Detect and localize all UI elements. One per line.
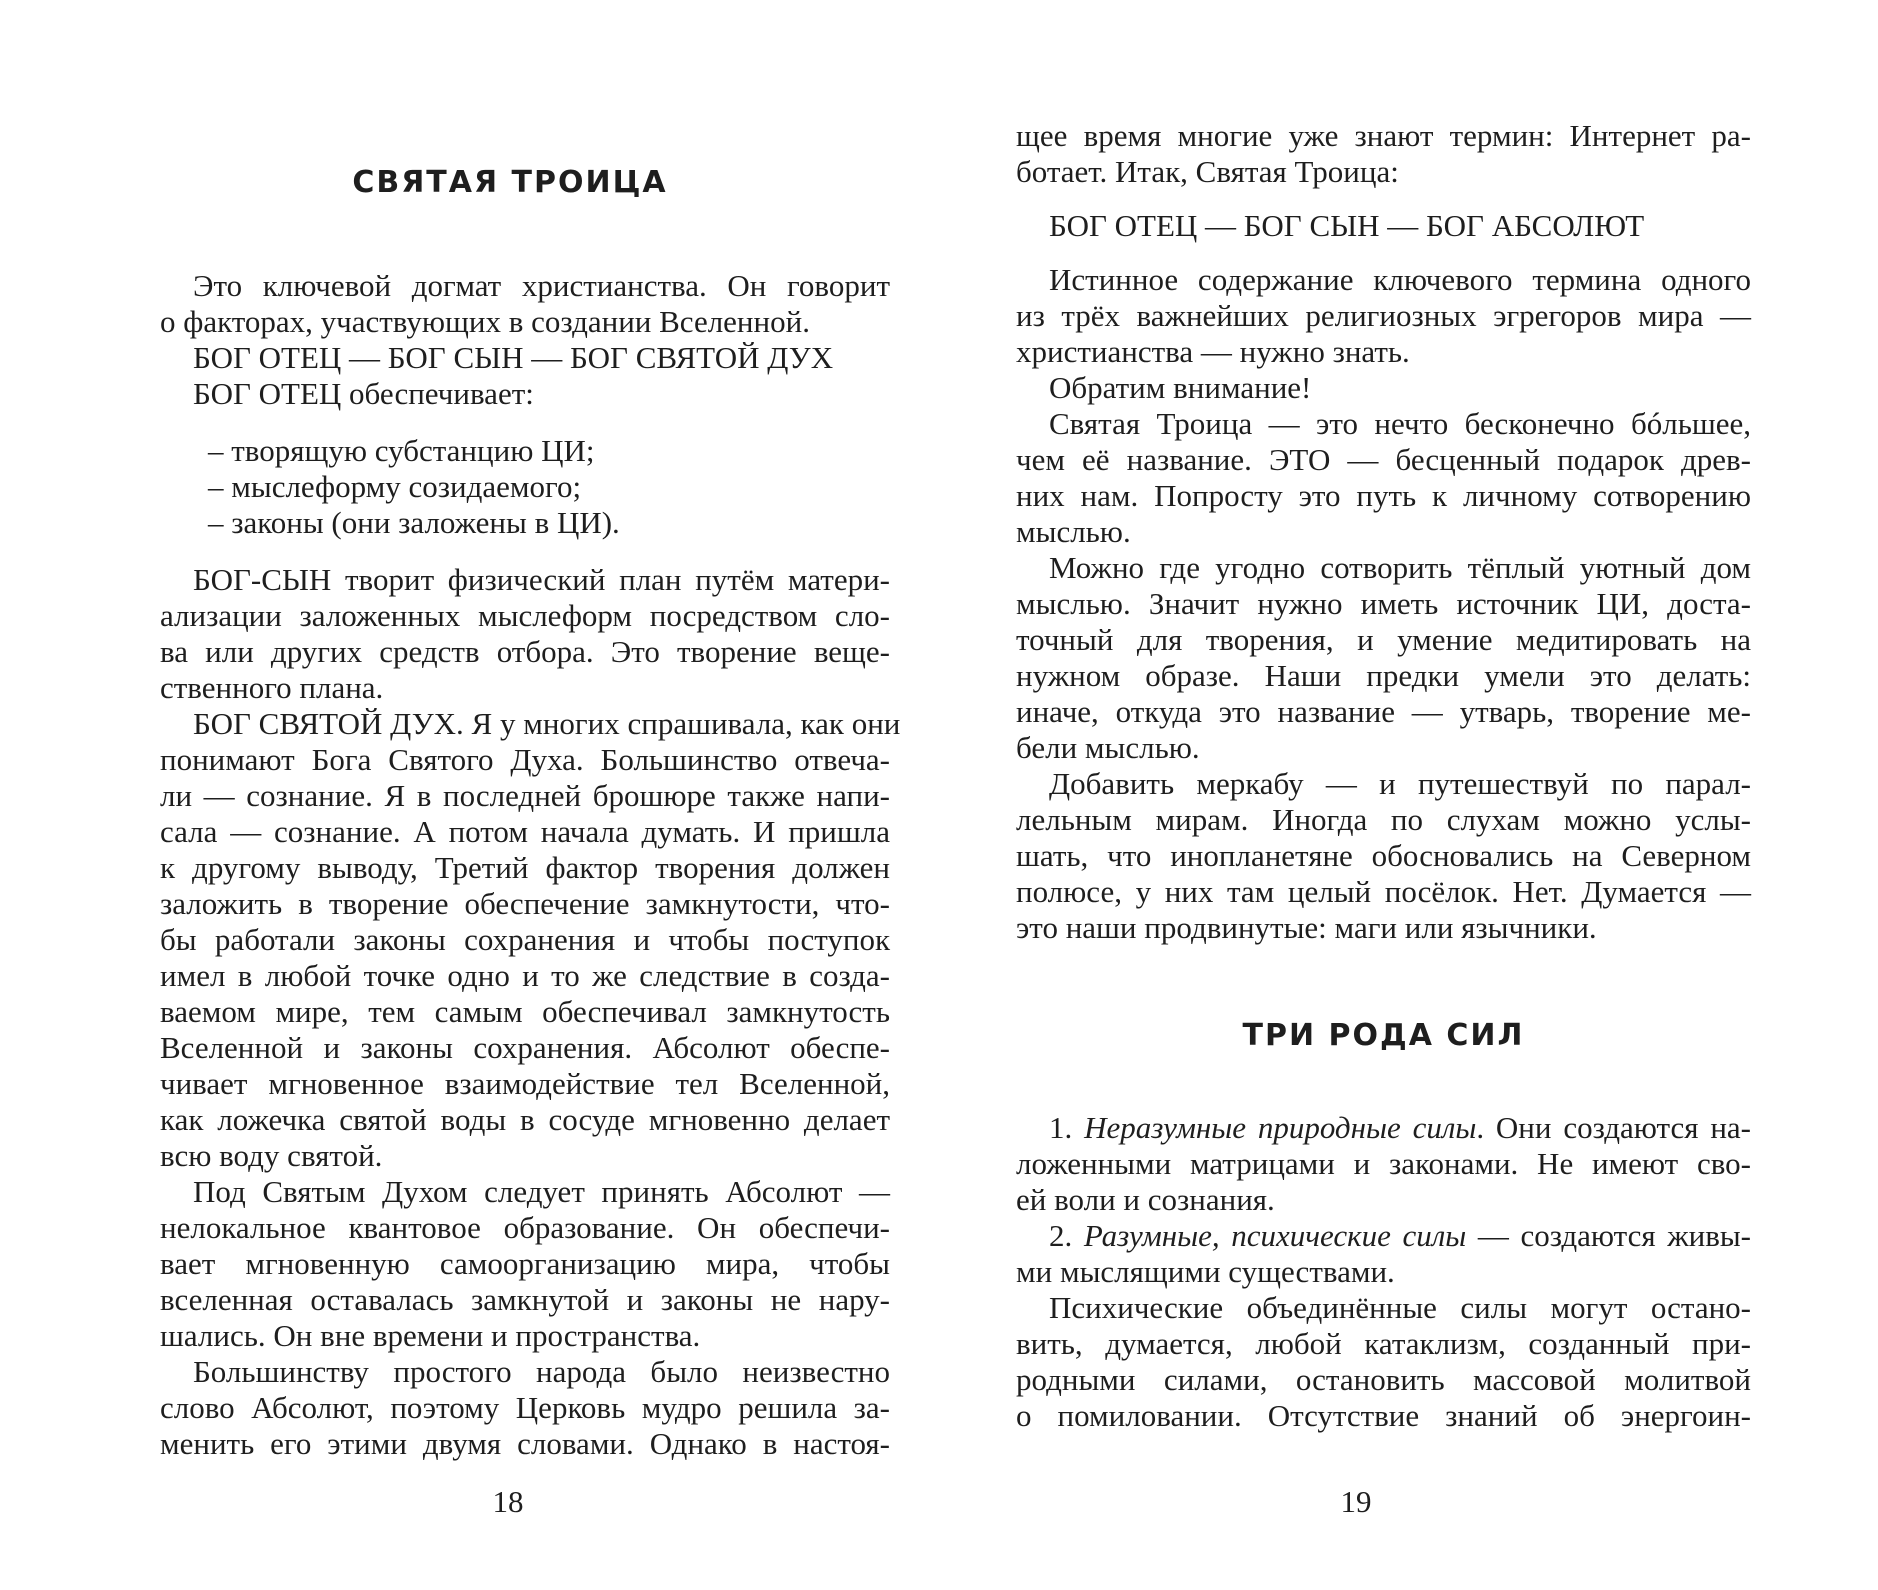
text-line: Вселенной и законы сохранения. Абсолют обеспе- [160, 1030, 890, 1065]
left-page-body [160, 268, 901, 1462]
paragraph [1016, 118, 1751, 190]
text-line: БОГ ОТЕЦ обеспечивает: [193, 376, 534, 411]
text-line: БОГ СВЯТОЙ ДУХ. Я у многих спрашивала, как они [193, 706, 901, 741]
text-line: нелокальное квантовое образование. Он обеспечи- [160, 1210, 890, 1245]
text-line: Большинству простого народа было неизвестно [193, 1354, 890, 1389]
text-line: Под Святым Духом следует принять Абсолют — [193, 1174, 890, 1209]
text-line: Можно где угодно сотворить тёплый уютный дом [1049, 550, 1751, 585]
text-line: Святая Троица — это нечто бесконечно бóльшее, [1049, 406, 1751, 441]
text-line: Добавить меркабу — и путешествуй по парал- [1049, 766, 1751, 801]
paragraph [160, 268, 890, 412]
text-line: ботает. Итак, Святая Троица: [1016, 154, 1399, 189]
text-line: БОГ ОТЕЦ — БОГ СЫН — БОГ АБСОЛЮТ [1049, 208, 1645, 243]
text-line: лельным мирам. Иногда по слухам можно услы- [1016, 802, 1751, 837]
numbered-item-1 [1016, 1110, 1751, 1218]
text-line: мыслью. Значит нужно иметь источник ЦИ, доста- [1016, 586, 1751, 621]
text-line: БОГ-СЫН творит физический план путём матери- [193, 562, 890, 597]
text-line: слово Абсолют, поэтому Церковь мудро решила за- [160, 1390, 890, 1425]
text-line: нужном образе. Наши предки умели это делать: [1016, 658, 1751, 693]
right-page [939, 0, 1878, 1590]
text-line: шались. Он вне времени и пространства. [160, 1318, 701, 1353]
text-line: чем её название. ЭТО — бесценный подарок древ- [1016, 442, 1751, 477]
text-line: чивает мгновенное взаимодействие тел Вселенной, [160, 1066, 890, 1101]
text-line: них нам. Попросту это путь к личному сотворению [1016, 478, 1751, 513]
text-line: ей воли и сознания. [1016, 1182, 1275, 1217]
item-text: . Они создаются на- [1476, 1110, 1751, 1145]
text-line: Психические объединённые силы могут остано- [1049, 1290, 1751, 1325]
section-heading-holy-trinity: СВЯТАЯ ТРОИЦА [352, 165, 668, 200]
text-line: ли — сознание. Я в последней брошюре также напи- [160, 778, 890, 813]
text-line: ми мыслящими существами. [1016, 1254, 1395, 1289]
list-item: – мыслеформу созидаемого; [208, 469, 582, 504]
paragraph [1016, 550, 1751, 766]
text-line: ва или других средств отбора. Это творение веще- [160, 634, 890, 669]
text-line: ственного плана. [160, 670, 384, 705]
text-line: Обратим внимание! [1049, 370, 1312, 405]
page-number: 18 [492, 1484, 524, 1519]
text-line [1016, 1218, 1751, 1254]
text-line: полюсе, у них там целый посёлок. Нет. Думается — [1016, 874, 1751, 909]
bullet-list [160, 433, 890, 541]
item-number: 1. [1049, 1110, 1085, 1145]
paragraph [1016, 406, 1751, 550]
text-line: вает мгновенную самоорганизацию мира, чтобы [160, 1246, 890, 1281]
text-line: о факторах, участвующих в создании Вселенной. [160, 304, 810, 339]
paragraph [1016, 262, 1751, 370]
text-line: шать, что инопланетяне обосновались на Северном [1016, 838, 1751, 873]
text-line: о помиловании. Отсутствие знаний об энергоин- [1016, 1398, 1751, 1433]
text-line: имел в любой точке одно и то же следствие в созда- [160, 958, 890, 993]
text-line: БОГ ОТЕЦ — БОГ СЫН — БОГ СВЯТОЙ ДУХ [193, 340, 834, 375]
text-line: это наши продвинутые: маги или язычники. [1016, 910, 1597, 945]
paragraph [1016, 766, 1751, 946]
text-line: ложенными матрицами и законами. Не имеют сво- [1016, 1146, 1751, 1181]
text-line: христианства — нужно знать. [1016, 334, 1410, 369]
item-term: Разумные, психические силы [1083, 1218, 1467, 1253]
item-number: 2. [1049, 1218, 1084, 1253]
text-line: ваемом мире, тем самым обеспечивал замкнутость [160, 994, 890, 1029]
text-line: всю воду святой. [160, 1138, 383, 1173]
text-line: из трёх важнейших религиозных эгрегоров мира — [1016, 298, 1751, 333]
paragraph [160, 1174, 890, 1354]
text-line: вселенная оставалась замкнутой и законы не нару- [160, 1282, 890, 1317]
three-forces-section [1016, 1110, 1751, 1434]
text-line: сала — сознание. А потом начала думать. И пришла [160, 814, 890, 849]
numbered-item-2 [1016, 1218, 1751, 1290]
text-line: иначе, откуда это название — утварь, творение ме- [1016, 694, 1751, 729]
page-number: 19 [1340, 1484, 1372, 1519]
text-line: Истинное содержание ключевого термина одного [1049, 262, 1751, 297]
text-line: менить его этими двумя словами. Однако в настоя- [160, 1426, 890, 1461]
text-line: как ложечка святой воды в сосуде мгновенно делает [160, 1102, 890, 1137]
item-term: Неразумные природные силы [1084, 1110, 1477, 1145]
item-text: — создаются живы- [1466, 1218, 1751, 1253]
paragraph [1016, 1290, 1751, 1434]
list-item: – творящую субстанцию ЦИ; [208, 433, 595, 468]
paragraph [1016, 370, 1751, 406]
formula [1016, 208, 1751, 244]
text-line: щее время многие уже знают термин: Интернет ра- [1016, 118, 1751, 153]
paragraph [160, 706, 901, 1174]
text-line: Это ключевой догмат христианства. Он говорит [193, 268, 890, 303]
text-line: бы работали законы сохранения и чтобы поступок [160, 922, 890, 957]
text-line: к другому выводу, Третий фактор творения должен [160, 850, 890, 885]
text-line: понимают Бога Святого Духа. Большинство отвеча- [160, 742, 890, 777]
text-line: ализации заложенных мыслеформ посредством сло- [160, 598, 890, 633]
paragraph [160, 562, 890, 706]
paragraph [160, 1354, 890, 1462]
text-line: мыслью. [1016, 514, 1131, 549]
text-line [1016, 1110, 1751, 1146]
text-line: вить, думается, любой катаклизм, созданный при- [1016, 1326, 1751, 1361]
text-line: точный для творения, и умение медитировать на [1016, 622, 1751, 657]
text-line: родными силами, остановить массовой молитвой [1016, 1362, 1751, 1397]
text-line: заложить в творение обеспечение замкнутости, что- [160, 886, 890, 921]
list-item: – законы (они заложены в ЦИ). [208, 505, 620, 540]
text-line: бели мыслью. [1016, 730, 1200, 765]
section-heading-three-kinds-of-forces: ТРИ РОДА СИЛ [1242, 1018, 1525, 1053]
right-page-body [1016, 118, 1751, 946]
